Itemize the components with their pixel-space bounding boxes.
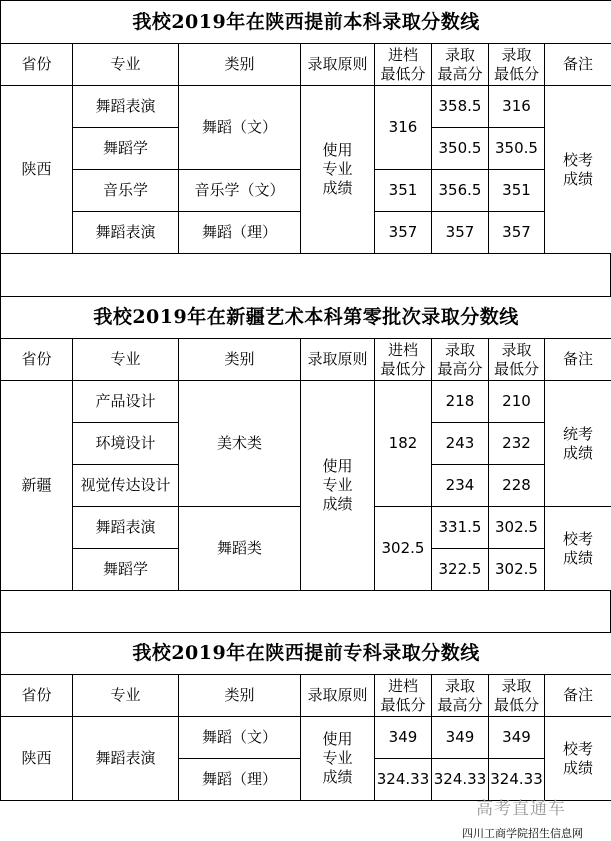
principle-cell: 使用 专业 成绩 <box>301 717 375 801</box>
max-score-cell: 234 <box>432 465 489 507</box>
note-cell: 校考 成绩 <box>545 86 611 254</box>
max-score-cell: 243 <box>432 423 489 465</box>
min-score-cell: 302.5 <box>489 507 545 549</box>
header-category: 类别 <box>179 339 301 381</box>
min-score-cell: 357 <box>489 212 545 254</box>
header-province: 省份 <box>1 44 73 86</box>
score-table-xinjiang-art <box>0 296 611 591</box>
major-cell: 环境设计 <box>73 423 179 465</box>
max-score-cell: 218 <box>432 381 489 423</box>
max-score-cell: 331.5 <box>432 507 489 549</box>
header-min-score: 录取 最低分 <box>489 675 545 717</box>
header-max-score: 录取 最高分 <box>432 339 489 381</box>
max-score-cell: 350.5 <box>432 128 489 170</box>
major-cell: 舞蹈学 <box>73 549 179 591</box>
min-file-score-cell: 351 <box>375 170 432 212</box>
min-score-cell: 302.5 <box>489 549 545 591</box>
table-row <box>1 86 611 128</box>
major-cell: 音乐学 <box>73 170 179 212</box>
table-row <box>1 381 611 423</box>
max-score-cell: 349 <box>432 717 489 759</box>
max-score-cell: 324.33 <box>432 759 489 801</box>
min-score-cell: 210 <box>489 381 545 423</box>
header-province: 省份 <box>1 675 73 717</box>
section-title: 我校2019年在新疆艺术本科第零批次录取分数线 <box>1 297 611 339</box>
header-major: 专业 <box>73 675 179 717</box>
category-cell: 舞蹈（文） <box>179 717 301 759</box>
section-title: 我校2019年在陕西提前本科录取分数线 <box>1 1 611 44</box>
max-score-cell: 358.5 <box>432 86 489 128</box>
min-score-cell: 232 <box>489 423 545 465</box>
major-cell: 舞蹈表演 <box>73 212 179 254</box>
score-table-shaanxi-undergrad <box>0 0 611 254</box>
header-max-score: 录取 最高分 <box>432 675 489 717</box>
note-cell: 校考 成绩 <box>545 717 611 801</box>
header-min-file-score: 进档 最低分 <box>375 44 432 86</box>
major-cell: 视觉传达设计 <box>73 465 179 507</box>
header-major: 专业 <box>73 44 179 86</box>
header-principle: 录取原则 <box>301 44 375 86</box>
watermark-brand: 高考直通车 <box>476 799 566 819</box>
header-principle: 录取原则 <box>301 339 375 381</box>
min-score-cell: 228 <box>489 465 545 507</box>
category-cell: 舞蹈（理） <box>179 212 301 254</box>
table-row <box>1 717 611 759</box>
principle-cell: 使用 专业 成绩 <box>301 381 375 591</box>
category-cell: 美术类 <box>179 381 301 507</box>
section-gap <box>0 590 611 632</box>
header-max-score: 录取 最高分 <box>432 44 489 86</box>
min-file-score-cell: 182 <box>375 381 432 507</box>
min-score-cell: 349 <box>489 717 545 759</box>
principle-cell: 使用 专业 成绩 <box>301 86 375 254</box>
category-cell: 舞蹈（理） <box>179 759 301 801</box>
header-major: 专业 <box>73 339 179 381</box>
major-cell: 舞蹈表演 <box>73 86 179 128</box>
min-file-score-cell: 357 <box>375 212 432 254</box>
category-cell: 音乐学（文） <box>179 170 301 212</box>
max-score-cell: 356.5 <box>432 170 489 212</box>
watermark-source: 四川工商学院招生信息网 <box>462 827 583 840</box>
major-cell: 舞蹈学 <box>73 128 179 170</box>
min-score-cell: 324.33 <box>489 759 545 801</box>
major-cell: 舞蹈表演 <box>73 717 179 801</box>
note-cell: 统考 成绩 <box>545 381 611 507</box>
note-cell: 校考 成绩 <box>545 507 611 591</box>
min-file-score-cell: 302.5 <box>375 507 432 591</box>
section-title: 我校2019年在陕西提前专科录取分数线 <box>1 633 611 675</box>
section-gap <box>0 253 611 296</box>
province-cell: 陕西 <box>1 717 73 801</box>
province-cell: 新疆 <box>1 381 73 591</box>
header-province: 省份 <box>1 339 73 381</box>
min-score-cell: 350.5 <box>489 128 545 170</box>
min-file-score-cell: 316 <box>375 86 432 170</box>
header-min-file-score: 进档 最低分 <box>375 339 432 381</box>
major-cell: 舞蹈表演 <box>73 507 179 549</box>
min-file-score-cell: 349 <box>375 717 432 759</box>
score-table-shaanxi-junior <box>0 632 611 801</box>
min-score-cell: 351 <box>489 170 545 212</box>
max-score-cell: 322.5 <box>432 549 489 591</box>
header-note: 备注 <box>545 44 611 86</box>
header-min-score: 录取 最低分 <box>489 339 545 381</box>
header-min-score: 录取 最低分 <box>489 44 545 86</box>
header-note: 备注 <box>545 675 611 717</box>
major-cell: 产品设计 <box>73 381 179 423</box>
header-category: 类别 <box>179 44 301 86</box>
header-principle: 录取原则 <box>301 675 375 717</box>
category-cell: 舞蹈（文） <box>179 86 301 170</box>
min-file-score-cell: 324.33 <box>375 759 432 801</box>
min-score-cell: 316 <box>489 86 545 128</box>
max-score-cell: 357 <box>432 212 489 254</box>
header-min-file-score: 进档 最低分 <box>375 675 432 717</box>
category-cell: 舞蹈类 <box>179 507 301 591</box>
province-cell: 陕西 <box>1 86 73 254</box>
header-category: 类别 <box>179 675 301 717</box>
header-note: 备注 <box>545 339 611 381</box>
